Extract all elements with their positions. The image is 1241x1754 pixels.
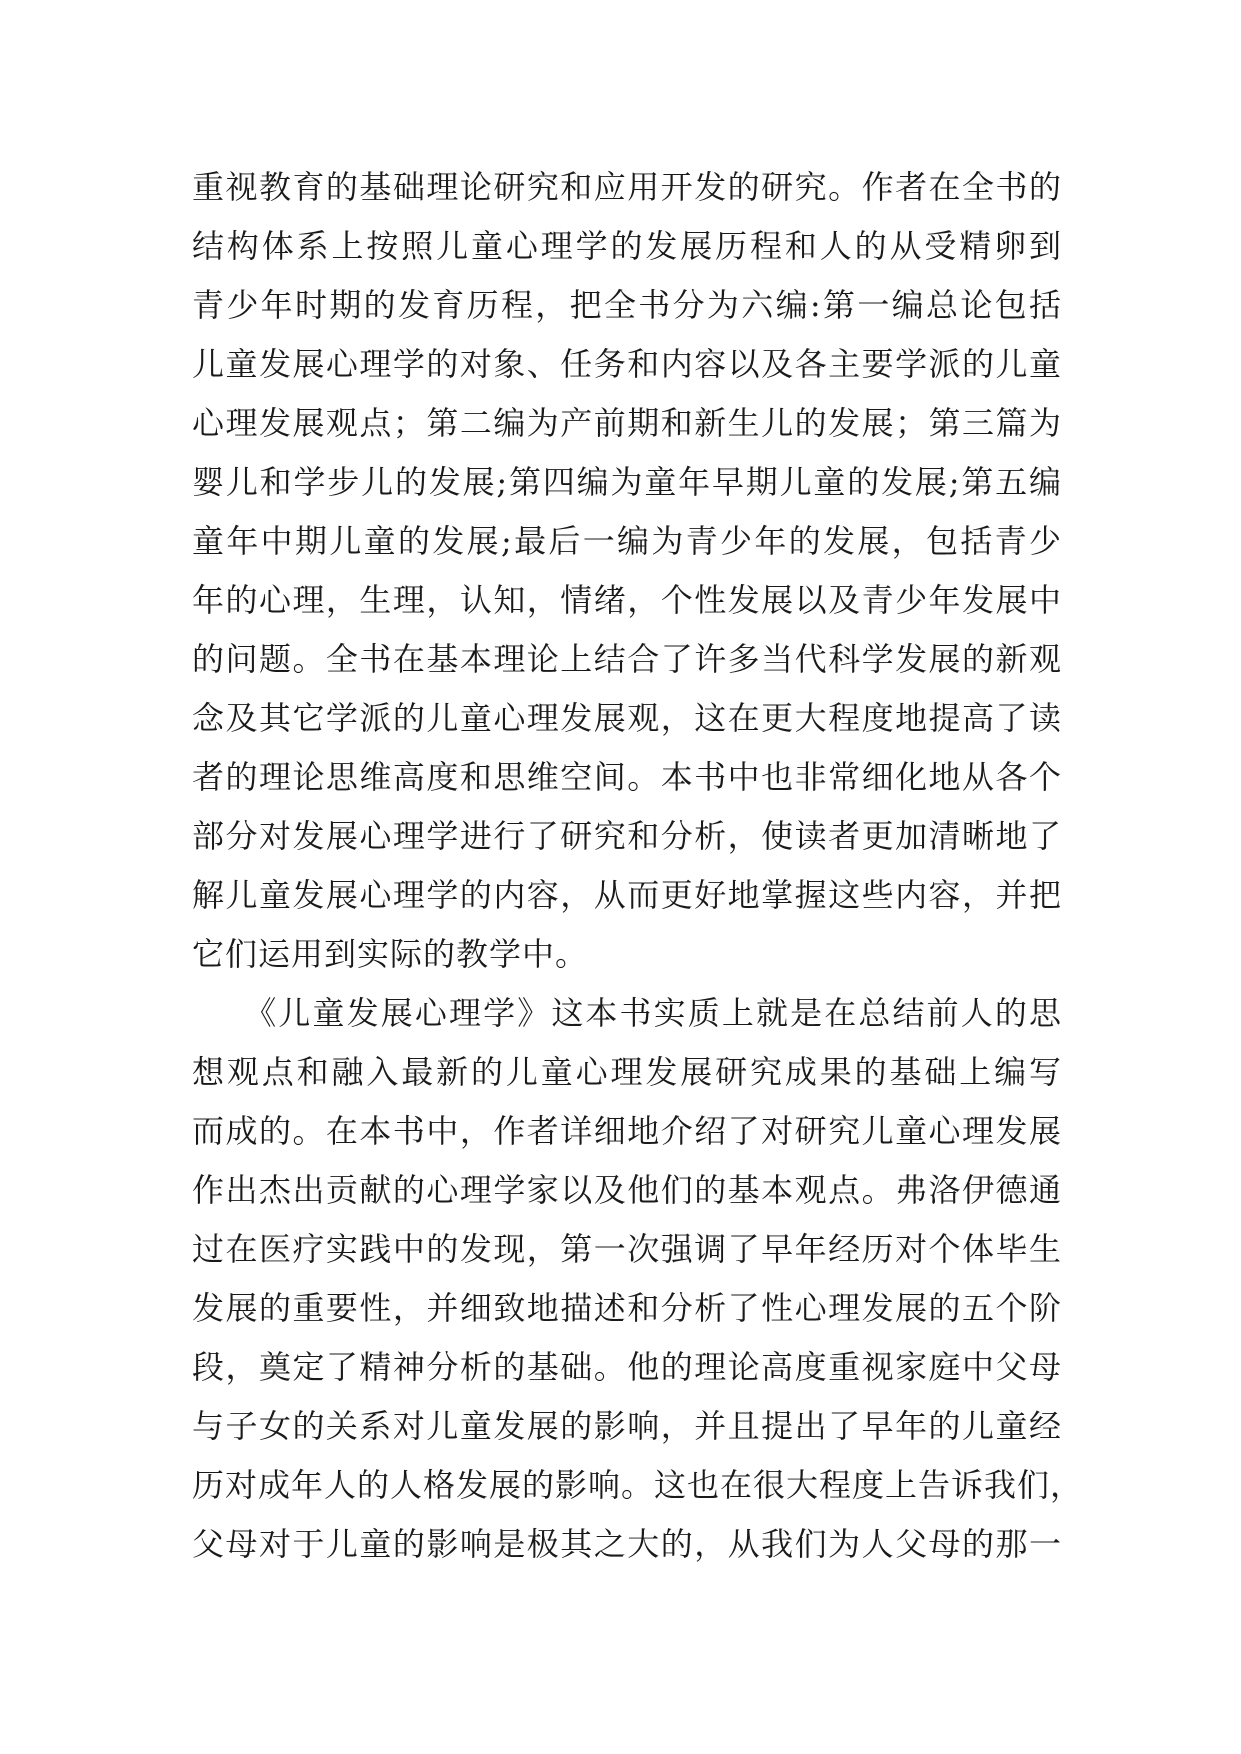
text-line: 年的心理，生理，认知，情绪，个性发展以及青少年发展中 [192, 581, 1062, 619]
text-line: 婴儿和学步儿的发展;第四编为童年早期儿童的发展;第五编 [192, 463, 1062, 501]
text-line: 的问题。全书在基本理论上结合了许多当代科学发展的新观 [192, 640, 1062, 678]
text-line: 结构体系上按照儿童心理学的发展历程和人的从受精卵到 [192, 227, 1062, 265]
text-line: 儿童发展心理学的对象、任务和内容以及各主要学派的儿童 [192, 345, 1062, 383]
text-line: 作出杰出贡献的心理学家以及他们的基本观点。弗洛伊德通 [192, 1171, 1062, 1209]
text-line: 部分对发展心理学进行了研究和分析，使读者更加清晰地了 [192, 817, 1062, 855]
text-line: 过在医疗实践中的发现，第一次强调了早年经历对个体毕生 [192, 1230, 1062, 1268]
paragraph-2 [192, 984, 1084, 1574]
text-line: 者的理论思维高度和思维空间。本书中也非常细化地从各个 [192, 758, 1062, 796]
text-line: 解儿童发展心理学的内容，从而更好地掌握这些内容，并把 [192, 876, 1062, 914]
text-line: 心理发展观点；第二编为产前期和新生儿的发展；第三篇为 [192, 404, 1062, 442]
text-line: 历对成年人的人格发展的影响。这也在很大程度上告诉我们， [192, 1466, 1084, 1504]
text-line: 童年中期儿童的发展;最后一编为青少年的发展，包括青少 [192, 522, 1062, 560]
text-line: 发展的重要性，并细致地描述和分析了性心理发展的五个阶 [192, 1289, 1062, 1327]
text-line: 《儿童发展心理学》这本书实质上就是在总结前人的思 [192, 994, 1062, 1032]
text-line: 念及其它学派的儿童心理发展观，这在更大程度地提高了读 [192, 699, 1062, 737]
paragraph-1 [192, 158, 1062, 984]
text-line: 它们运用到实际的教学中。 [192, 935, 589, 973]
text-line: 青少年时期的发育历程，把全书分为六编:第一编总论包括 [192, 286, 1062, 324]
body-text [192, 158, 1084, 1574]
text-line: 段，奠定了精神分析的基础。他的理论高度重视家庭中父母 [192, 1348, 1062, 1386]
text-line: 想观点和融入最新的儿童心理发展研究成果的基础上编写 [192, 1053, 1062, 1091]
text-line: 而成的。在本书中，作者详细地介绍了对研究儿童心理发展 [192, 1112, 1062, 1150]
text-line: 重视教育的基础理论研究和应用开发的研究。作者在全书的 [192, 168, 1062, 206]
text-line: 父母对于儿童的影响是极其之大的，从我们为人父母的那一 [192, 1525, 1062, 1563]
text-line: 与子女的关系对儿童发展的影响，并且提出了早年的儿童经 [192, 1407, 1062, 1445]
